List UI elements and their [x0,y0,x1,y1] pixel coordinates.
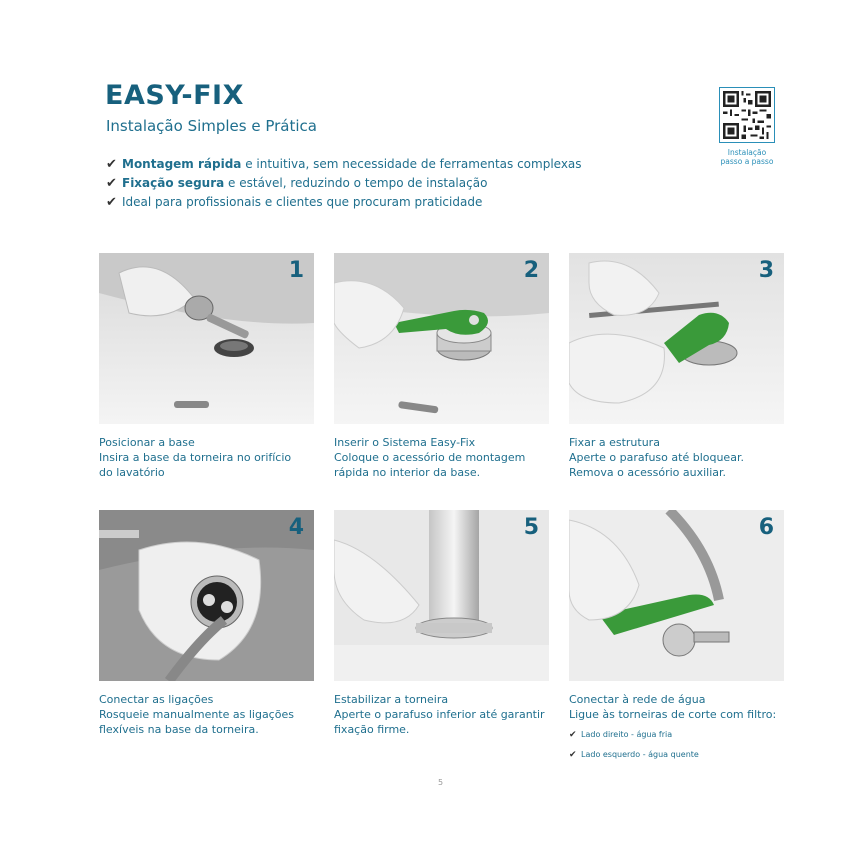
step-title: Posicionar a base [99,436,195,449]
check-icon: ✔ [106,176,117,191]
qr-caption [712,148,782,166]
step-text: Rosqueie manualmente as ligações [99,708,294,721]
feature-bold: Fixação segura [122,176,225,190]
water-side-list [569,725,784,765]
check-icon: ✔ [569,750,577,760]
step-number: 1 [288,258,304,283]
step-number: 5 [523,515,539,540]
step-photo [334,510,549,681]
qr-caption-line: passo a passo [720,157,774,166]
step-5 [334,510,549,737]
step-photo [569,253,784,424]
step-number: 4 [288,515,304,540]
step-text: do lavatório [99,466,165,479]
step-text: Insira a base da torneira no orifício [99,451,292,464]
step-1 [99,253,314,480]
step-title: Estabilizar a torneira [334,693,449,706]
step-number: 3 [758,258,774,283]
tighten-screw-illustration [569,253,784,424]
water-connection-illustration [569,510,784,681]
step-photo [569,510,784,681]
step-title: Conectar à rede de água [569,693,706,706]
feature-text: e intuitiva, sem necessidade de ferramentas complexas [241,157,582,171]
feature-item [106,193,582,212]
step-photo [99,253,314,424]
step-text: fixação firme. [334,723,410,736]
check-icon: ✔ [106,157,117,172]
qr-code-icon [723,91,771,139]
step-text: rápida no interior da base. [334,466,481,479]
connect-hoses-illustration [99,510,314,681]
qr-caption-line: Instalação [727,148,767,157]
feature-item [106,155,582,174]
feature-text: e estável, reduzindo o tempo de instalação [224,176,488,190]
easy-fix-tool-illustration [334,253,549,424]
step-4 [99,510,314,737]
step-title: Conectar as ligações [99,693,214,706]
step-title: Fixar a estrutura [569,436,660,449]
check-icon: ✔ [106,195,117,210]
step-text: Aperte o parafuso até bloquear. [569,451,744,464]
feature-bold: Montagem rápida [122,157,242,171]
faucet-base-illustration [99,253,314,424]
step-3 [569,253,784,480]
page-number: 5 [438,778,444,787]
page-subtitle: Instalação Simples e Prática [106,117,317,135]
step-photo [334,253,549,424]
list-item-text: Lado esquerdo - água quente [581,750,699,759]
list-item [569,745,784,765]
step-number: 2 [523,258,539,283]
check-icon: ✔ [569,730,577,740]
qr-code[interactable] [719,87,775,143]
step-text: Ligue às torneiras de corte com filtro: [569,708,777,721]
page-title: EASY-FIX [105,80,244,111]
stabilize-faucet-illustration [334,510,549,681]
step-6 [569,510,784,765]
step-photo [99,510,314,681]
step-text: Remova o acessório auxiliar. [569,466,727,479]
feature-item [106,174,582,193]
step-title: Inserir o Sistema Easy-Fix [334,436,476,449]
step-number: 6 [758,515,774,540]
step-text: Coloque o acessório de montagem [334,451,526,464]
feature-list [106,155,582,212]
step-text: Aperte o parafuso inferior até garantir [334,708,545,721]
feature-text: Ideal para profissionais e clientes que procuram praticidade [122,195,483,209]
list-item [569,725,784,745]
list-item-text: Lado direito - água fria [581,730,673,739]
step-2 [334,253,549,480]
step-text: flexíveis na base da torneira. [99,723,259,736]
